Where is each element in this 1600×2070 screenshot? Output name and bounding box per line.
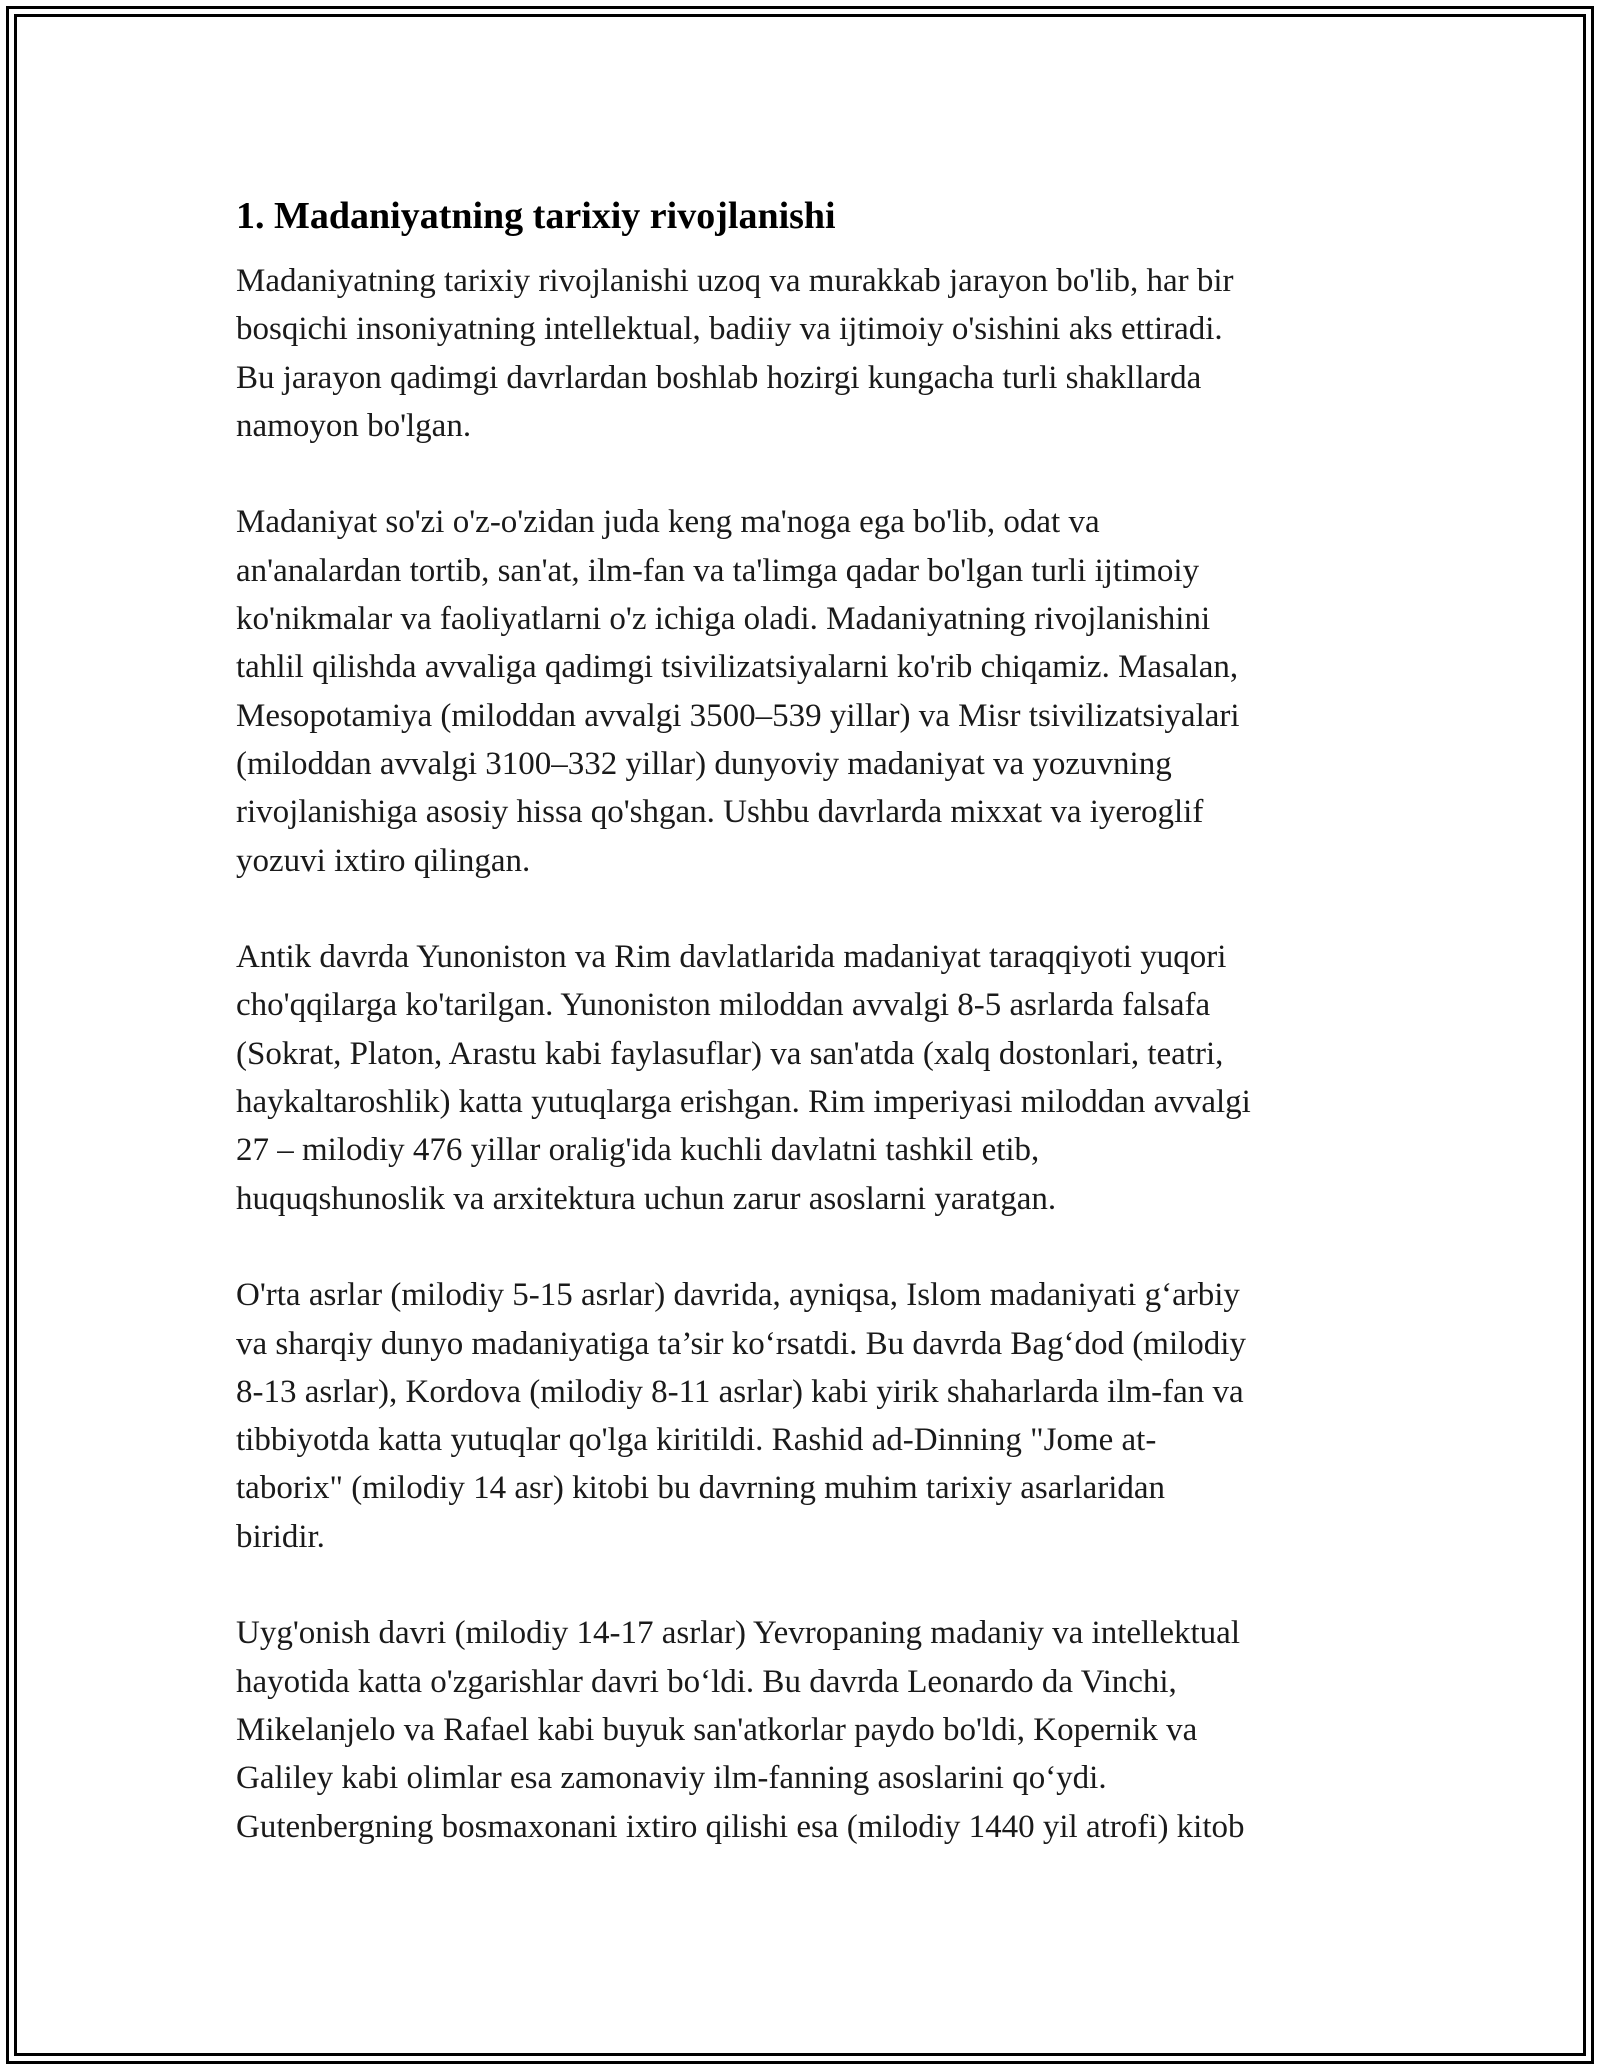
text-line: namoyon bo'lgan. bbox=[236, 407, 472, 444]
text-line: Bu jarayon qadimgi davrlardan boshlab hozirgi kungacha turli shakllarda bbox=[236, 359, 1202, 396]
text-line: Antik davrda Yunoniston va Rim davlatlarida madaniyat taraqqiyoti yuqori bbox=[236, 939, 1227, 976]
section-heading: 1. Madaniyatning tarixiy rivojlanishi bbox=[236, 195, 836, 237]
document-content bbox=[236, 186, 1376, 1851]
text-line: tahlil qilishda avvaliga qadimgi tsivilizatsiyalarni ko'rib chiqamiz. Masalan, bbox=[236, 649, 1239, 686]
text-line: rivojlanishiga asosiy hissa qo'shgan. Ushbu davrlarda mixxat va iyeroglif bbox=[236, 794, 1204, 831]
text-line: an'analardan tortib, san'at, ilm-fan va ta'limga qadar bo'lgan turli ijtimoiy bbox=[236, 552, 1200, 589]
text-line: yozuvi ixtiro qilingan. bbox=[236, 842, 531, 879]
text-line: hayotida katta o'zgarishlar davri bo‘ldi. Bu davrda Leonardo da Vinchi, bbox=[236, 1663, 1177, 1700]
text-line: Gutenbergning bosmaxonani ixtiro qilishi esa (milodiy 1440 yil atrofi) kitob bbox=[236, 1808, 1245, 1845]
body-text bbox=[236, 257, 1376, 1851]
text-line: (Sokrat, Platon, Arastu kabi faylasuflar) va san'atda (xalq dostonlari, teatri, bbox=[236, 1035, 1224, 1072]
paragraph bbox=[236, 1609, 1376, 1850]
text-line: Madaniyat so'zi o'z-o'zidan juda keng ma'noga ega bo'lib, odat va bbox=[236, 504, 1100, 541]
text-line: (miloddan avvalgi 3100–332 yillar) dunyoviy madaniyat va yozuvning bbox=[236, 745, 1172, 782]
text-line: 8-13 asrlar), Kordova (milodiy 8-11 asrlar) kabi yirik shaharlarda ilm-fan va bbox=[236, 1373, 1244, 1410]
paragraph bbox=[236, 498, 1376, 884]
text-line: Uyg'onish davri (milodiy 14-17 asrlar) Yevropaning madaniy va intellektual bbox=[236, 1615, 1241, 1652]
paragraph bbox=[236, 1271, 1376, 1561]
text-line: huquqshunoslik va arxitektura uchun zarur asoslarni yaratgan. bbox=[236, 1180, 1057, 1217]
text-line: tibbiyotda katta yutuqlar qo'lga kiritildi. Rashid ad-Dinning "Jome at- bbox=[236, 1422, 1157, 1459]
paragraph bbox=[236, 257, 1376, 450]
text-line: bosqichi insoniyatning intellektual, badiiy va ijtimoiy o'sishini aks ettiradi. bbox=[236, 311, 1223, 348]
text-line: Mikelanjelo va Rafael kabi buyuk san'atkorlar paydo bo'ldi, Kopernik va bbox=[236, 1711, 1198, 1748]
paragraph bbox=[236, 933, 1376, 1223]
text-line: va sharqiy dunyo madaniyatiga ta’sir ko‘rsatdi. Bu davrda Bag‘dod (milodiy bbox=[236, 1325, 1246, 1362]
text-line: biridir. bbox=[236, 1518, 325, 1555]
text-line: O'rta asrlar (milodiy 5-15 asrlar) davrida, ayniqsa, Islom madaniyati g‘arbiy bbox=[236, 1277, 1240, 1314]
text-line: taborix" (milodiy 14 asr) kitobi bu davrning muhim tarixiy asarlaridan bbox=[236, 1470, 1166, 1507]
text-line: cho'qqilarga ko'tarilgan. Yunoniston miloddan avvalgi 8-5 asrlarda falsafa bbox=[236, 987, 1211, 1024]
text-line: Galiley kabi olimlar esa zamonaviy ilm-fanning asoslarini qo‘ydi. bbox=[236, 1760, 1107, 1797]
text-line: Madaniyatning tarixiy rivojlanishi uzoq va murakkab jarayon bo'lib, har bir bbox=[236, 263, 1234, 299]
text-line: 27 – milodiy 476 yillar oralig'ida kuchli davlatni tashkil etib, bbox=[236, 1132, 1040, 1169]
text-line: Mesopotamiya (miloddan avvalgi 3500–539 yillar) va Misr tsivilizatsiyalari bbox=[236, 697, 1240, 734]
text-line: haykaltaroshlik) katta yutuqlarga erishgan. Rim imperiyasi miloddan avvalgi bbox=[236, 1084, 1251, 1121]
text-line: ko'nikmalar va faoliyatlarni o'z ichiga oladi. Madaniyatning rivojlanishini bbox=[236, 601, 1211, 638]
